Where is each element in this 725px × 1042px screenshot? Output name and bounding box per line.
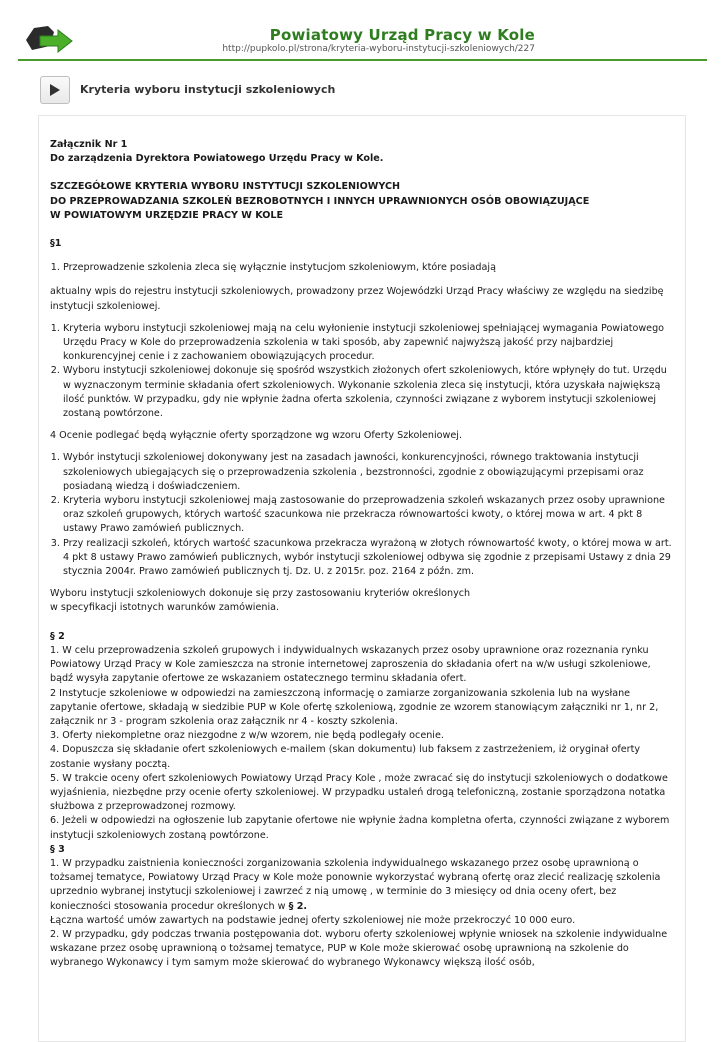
paragraph: w specyfikacji istotnych warunków zamówienia. xyxy=(50,602,280,614)
section-reference: § 2. xyxy=(288,900,308,912)
list-item: 1. Kryteria wyboru instytucji szkoleniowej mają na celu wyłonienie instytucji szkoleniowej spełniającej wymagania Powiatowego Urzędu Pracy w Kole do przeprowadzenia szkolenia w taki sposób, aby zapewnić najwyższą jakość przy najbardziej konkurencyjnej cenie i z zachowaniem obowiązujących procedur. xyxy=(63,322,676,365)
arrow-right-icon xyxy=(40,76,70,104)
list-item: 1. Przeprowadzenie szkolenia zleca się wyłącznie instytucjom szkoleniowym, które posiadają xyxy=(63,261,676,275)
paragraph: 4 Ocenie podlegać będą wyłącznie oferty sporządzone wg wzoru Oferty Szkoleniowej. xyxy=(50,430,462,442)
criteria-list xyxy=(50,322,676,421)
section-1-list xyxy=(50,261,676,275)
paragraph: 2. W przypadku, gdy podczas trwania postępowania dot. wyboru oferty szkoleniowej wpłynie wniosek na szkolenie indywidualne wskazane przez osobę uprawnioną o tożsamej tematyce, PUP w Kole może skierować osobę uprawnioną na szkolenie do wybranego Wykonawcy i tym samym może skierować do wybranego Wykonawcy większą ilość osób, xyxy=(50,928,668,969)
list-item: 1. Wybór instytucji szkoleniowej dokonywany jest na zasadach jawności, konkurencyjności, równego traktowania instytucji szkoleniowych ubiegających się o przeprowadzenia szkolenia , bezstronności, zgodnie z obowiązującymi przepisami oraz posiadaną wiedzą i doświadczeniem. xyxy=(63,451,676,494)
doc-heading-line-1: SZCZEGÓŁOWE KRYTERIA WYBORU INSTYTUCJI SZKOLENIOWYCH xyxy=(50,181,401,193)
paragraph: 6. Jeżeli w odpowiedzi na ogłoszenie lub zapytanie ofertowe nie wpłynie żadna kompletna oferta, czynności związane z wyborem instytucji szkoleniowych zostaną powtórzone. xyxy=(50,815,670,841)
attachment-number: Załącznik Nr 1 xyxy=(50,139,128,150)
paragraph: Wyboru instytucji szkoleniowych dokonuje się przy zastosowaniu kryteriów określonych xyxy=(50,588,471,600)
page-title: Kryteria wyboru instytucji szkoleniowych xyxy=(80,83,336,96)
page-heading xyxy=(40,76,685,106)
section-1-heading: §1 xyxy=(50,238,62,250)
rules-list xyxy=(50,451,676,579)
paragraph: 5. W trakcie oceny ofert szkoleniowych Powiatowy Urząd Pracy Kole , może zwracać się do instytucji szkoleniowych o dodatkowe wyjaśnienia, niezbędne przy ocenie oferty szkoleniowej. W przypadku ustaleń drogą telefoniczną, zostanie sporządzona notatka służbowa z przeprowadzonej rozmowy. xyxy=(50,772,668,813)
site-title[interactable]: Powiatowy Urząd Pracy w Kole xyxy=(269,26,535,44)
header-divider xyxy=(18,59,707,61)
paragraph: 3. Oferty niekompletne oraz niezgodne z w/w wzorem, nie będą podlegały ocenie. xyxy=(50,730,444,742)
doc-heading-line-3: W POWIATOWYM URZĘDZIE PRACY W KOLE xyxy=(50,209,284,221)
paragraph: 2 Instytucje szkoleniowe w odpowiedzi na zamieszczoną informację o zamiarze zorganizowania szkolenia lub na wysłane zapytanie ofertowe, składają w siedzibie PUP w Kole ofertę szkoleniową, zgodnie ze wzorem stanowiącym załączniki nr 1, nr 2, załącznik nr 3 - program szkolenia oraz załącznik nr 4 - koszty szkolenia. xyxy=(50,687,659,727)
paragraph: 4. Dopuszcza się składanie ofert szkoleniowych e-mailem (skan dokumentu) lub faksem z zastrzeżeniem, iż oryginał oferty zostanie wysłany pocztą. xyxy=(50,744,641,770)
section-3-heading: § 3 xyxy=(50,843,65,855)
attachment-subtitle: Do zarządzenia Dyrektora Powiatowego Urzędu Pracy w Kole. xyxy=(50,153,384,165)
document-content xyxy=(50,138,676,971)
list-item: 3. Przy realizacji szkoleń, których wartość szacunkowa przekracza wyrażoną w złotych równowartość kwoty, o której mowa w art. 4 pkt 8 ustawy Prawo zamówień publicznych, wybór instytucji szkoleniowej odbywa się zgodnie z przepisami Ustawy z dnia 29 stycznia 2004r. Prawo zamówień publicznych tj. Dz. U. z 2015r. poz. 2164 z późn. zm. xyxy=(63,537,676,580)
site-header xyxy=(0,0,725,60)
page-url: http://pupkolo.pl/strona/kryteria-wyboru-instytucji-szkoleniowych/227 xyxy=(222,44,535,54)
paragraph-text: 1. W przypadku zaistnienia konieczności zorganizowania szkolenia indywidualnego wskazanego przez osobę uprawnioną o tożsamej tematyce, Powiatowy Urząd Pracy w Kole może ponownie wykorzystać wybraną ofertę oraz zlecić realizację szkolenia uprzednio wybranej instytucji szkoleniowej i zawrzeć z nią umowę , w terminie do 3 miesięcy od dnia oceny ofert, bez konieczności stosowania procedur określonych w xyxy=(50,857,661,912)
paragraph xyxy=(50,857,676,914)
list-item: 2. Kryteria wyboru instytucji szkoleniowej mają zastosowanie do przeprowadzenia szkoleń wskazanych przez osoby uprawnione oraz szkoleń grupowych, których wartość szacunkowa nie przekracza równowartości kwoty, o której mowa w art. 4 pkt 8 ustawy Prawo zamówień publicznych. xyxy=(63,494,676,537)
paragraph: aktualny wpis do rejestru instytucji szkoleniowych, prowadzony przez Wojewódzki Urząd Pracy właściwy ze względu na siedzibę instytucji szkoleniowej. xyxy=(50,286,664,312)
doc-heading-line-2: DO PRZEPROWADZANIA SZKOLEŃ BEZROBOTNYCH I INNYCH UPRAWNIONYCH OSÓB OBOWIĄZUJĄCE xyxy=(50,195,590,207)
list-item: 2. Wyboru instytucji szkoleniowej dokonuje się spośród wszystkich złożonych ofert szkoleniowych, które wpłynęły do tut. Urzędu w wyznaczonym terminie składania ofert szkoleniowych. Wykonanie szkolenia zleca się instytucji, która uzyskała największą ilość punktów. W przypadku, gdy nie wpłynie żadna oferta szkolenia, czynności związane z wyborem instytucji szkoleniowej zostaną powtórzone. xyxy=(63,364,676,421)
paragraph: 1. W celu przeprowadzenia szkoleń grupowych i indywidualnych wskazanych przez osoby uprawnione oraz rozeznania rynku Powiatowy Urząd Pracy w Kole zamieszcza na stronie internetowej zaproszenia do składania ofert na w/w usługi szkoleniowe, bądź wysyła zapytanie ofertowe ze wskazaniem ostatecznego terminu składania ofert. xyxy=(50,644,651,685)
paragraph: Łączna wartość umów zawartych na podstawie jednej oferty szkoleniowej nie może przekroczyć 10 000 euro. xyxy=(50,914,576,926)
section-2-heading: § 2 xyxy=(50,630,65,642)
